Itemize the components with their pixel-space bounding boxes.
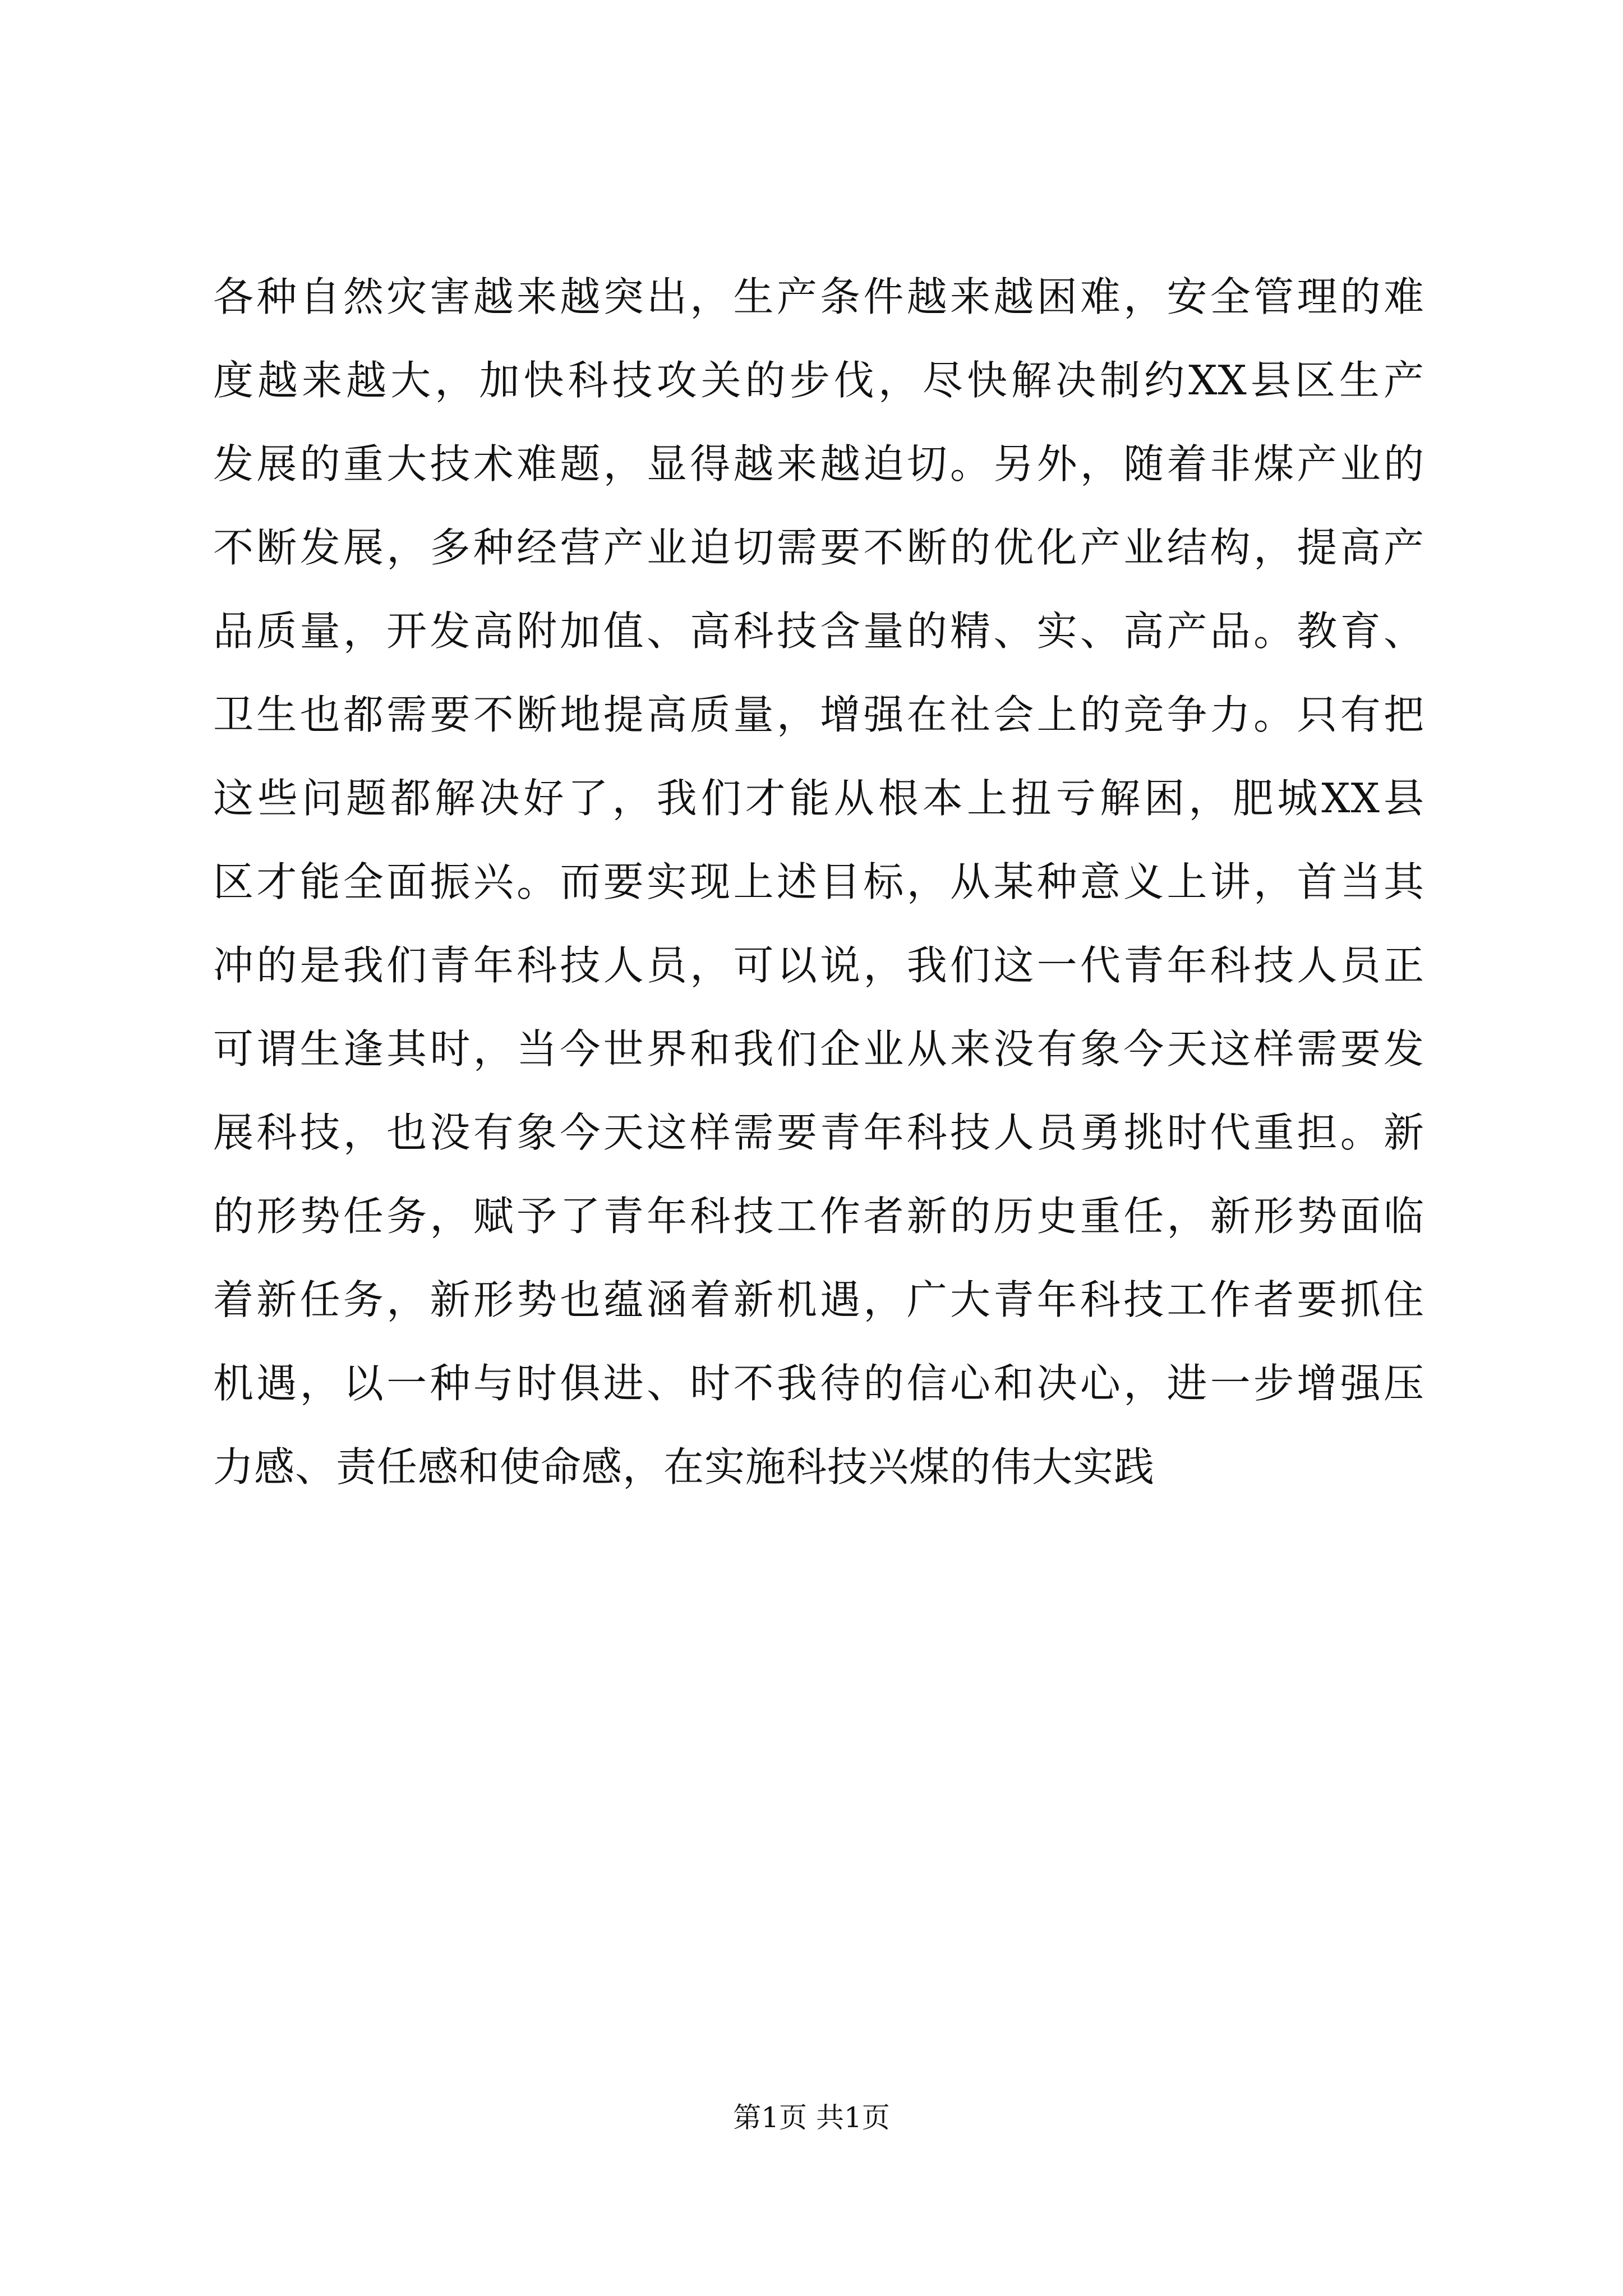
text-line: 机遇，以一种与时俱进、时不我待的信心和决心，进一步增强压 <box>213 1360 1424 1407</box>
text-line: 力感、责任感和使命感，在实施科技兴煤的伟大实践 <box>213 1443 1155 1490</box>
body-text <box>213 255 1424 1509</box>
text-line: 度越来越大，加快科技攻关的步伐，尽快解决制约XX县区生产 <box>213 357 1424 404</box>
text-line: 品质量，开发高附加值、高科技含量的精、实、高产品。教育、 <box>213 608 1424 655</box>
text-line: 发展的重大技术难题，显得越来越迫切。另外，随着非煤产业的 <box>213 440 1424 487</box>
text-line: 不断发展，多种经营产业迫切需要不断的优化产业结构，提高产 <box>213 524 1424 571</box>
text-line: 这些问题都解决好了，我们才能从根本上扭亏解困，肥城XX县 <box>213 775 1424 822</box>
page-number: 第1页 共1页 <box>733 2101 890 2134</box>
text-line: 冲的是我们青年科技人员，可以说，我们这一代青年科技人员正 <box>213 942 1424 989</box>
text-line: 的形势任务，赋予了青年科技工作者新的历史重任，新形势面临 <box>213 1193 1424 1240</box>
text-line: 展科技，也没有象今天这样需要青年科技人员勇挑时代重担。新 <box>213 1109 1424 1156</box>
text-line: 区才能全面振兴。而要实现上述目标，从某种意义上讲，首当其 <box>213 858 1424 905</box>
text-line: 各种自然灾害越来越突出，生产条件越来越困难，安全管理的难 <box>213 273 1424 320</box>
text-line: 卫生也都需要不断地提高质量，增强在社会上的竞争力。只有把 <box>213 691 1424 738</box>
text-line: 可谓生逢其时，当今世界和我们企业从来没有象今天这样需要发 <box>213 1025 1424 1073</box>
page-footer <box>0 2098 1623 2137</box>
text-line: 着新任务，新形势也蕴涵着新机遇，广大青年科技工作者要抓住 <box>213 1276 1424 1323</box>
